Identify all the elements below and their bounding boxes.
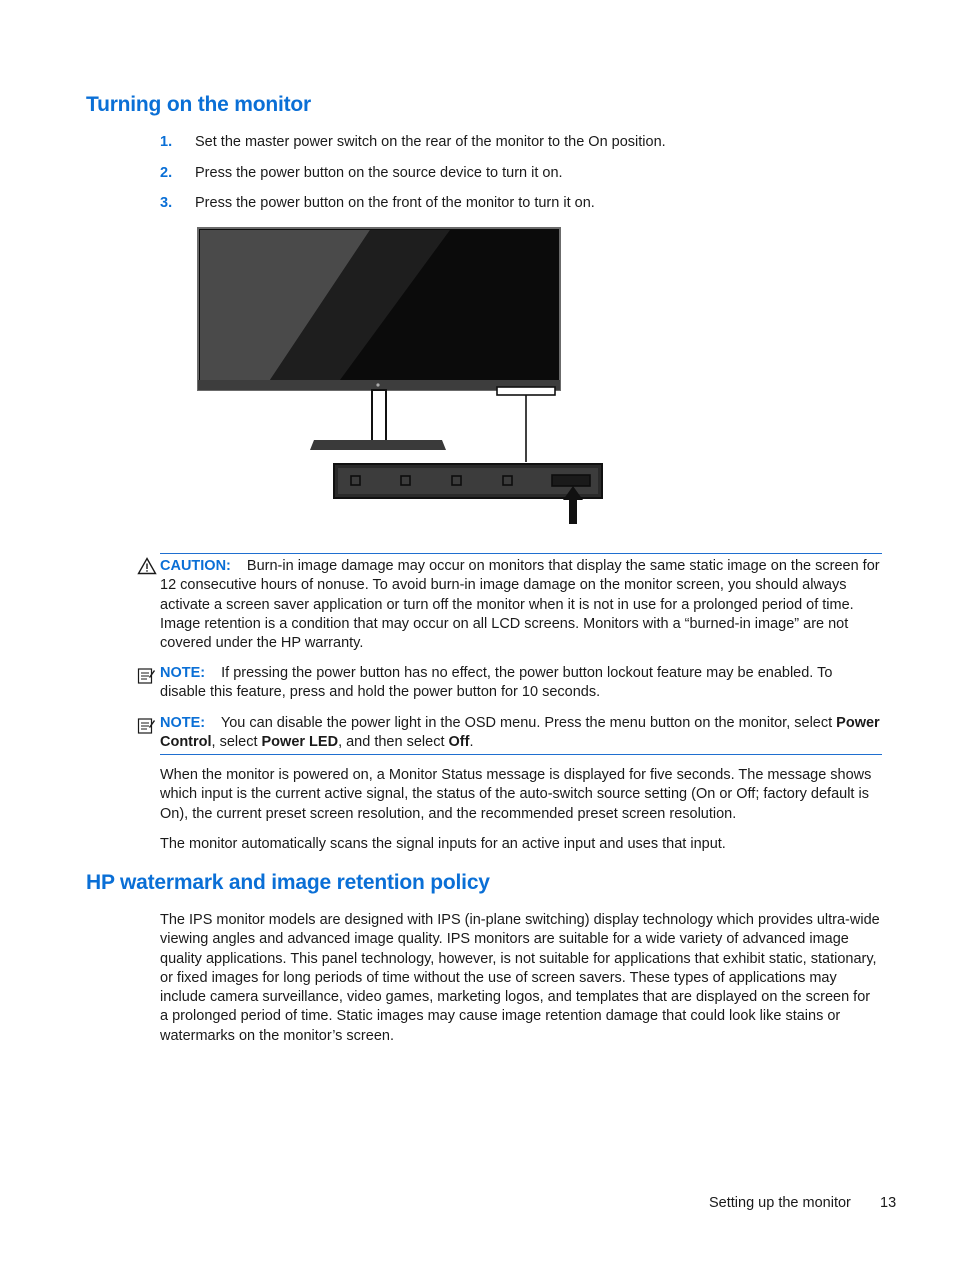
note-label: NOTE:: [160, 665, 206, 681]
notes-bottom-rule: [160, 754, 882, 755]
caution-text: Burn-in image damage may occur on monitors that display the same static image on the screen for 12 consecutive hours of nonuse. To avoid burn-in image damage on the monitor screen, you should always activate a screen saver application or turn off the monitor when it is not in use for a prolonged period of time. Image retention is a condition that may occur on all LCD screens. Monitors with a “burned-in image” are not covered under the HP warranty.: [160, 558, 880, 652]
step-text: Press the power button on the front of the monitor to turn it on.: [195, 195, 595, 211]
notes-top-rule: [160, 553, 882, 554]
note-text-a: You can disable the power light in the OSD menu. Press the menu button on the monitor, select: [220, 715, 837, 731]
step-number: 3.: [160, 195, 173, 211]
menu-item-power-control: Power Control: [160, 715, 880, 751]
watermark-policy-body: The IPS monitor models are designed with IPS (in-plane switching) display technology which provides ultra-wide viewing angles and advanced image quality. IPS monitors are suitable for a wide variety of advanced image quality applications. This panel technology, however, is not suitable for applications that exhibit static, stationary, or fixed images for long periods of time without the use of screen savers. These types of applications may include camera surveillance, video games, marketing logos, and templates that are displayed on the screen for a prolonged period of time. Static images may cause image retention damage that could look like stains or watermarks on the monitor’s screen.: [160, 912, 880, 1044]
note-pad-icon: [137, 717, 155, 735]
step-text: Press the power button on the source device to turn it on.: [195, 165, 563, 181]
footer-page-number: 13: [880, 1195, 897, 1211]
step-text: Set the master power switch on the rear of the monitor to the On position.: [195, 134, 666, 150]
step-number: 1.: [160, 134, 173, 150]
note-text-d: .: [469, 734, 474, 751]
note-power-light: [160, 714, 882, 753]
step-number: 2.: [160, 165, 173, 181]
caution-note: [160, 557, 882, 653]
caution-triangle-icon: [137, 557, 157, 575]
note-power-button: [160, 664, 882, 703]
note-text: If pressing the power button has no effect, the power button lockout feature may be enabled. To disable this feature, press and hold the power button for 10 seconds.: [160, 665, 833, 701]
section-title-turning-on: Turning on the monitor: [86, 93, 312, 116]
footer-section-name: Setting up the monitor: [709, 1195, 851, 1211]
note-label: NOTE:: [160, 715, 206, 731]
menu-item-off: Off: [448, 734, 470, 751]
auto-scan-paragraph: The monitor automatically scans the signal inputs for an active input and uses that input.: [160, 836, 726, 852]
caution-label: CAUTION:: [160, 558, 231, 574]
note-pad-icon: [137, 667, 155, 685]
menu-item-power-led: Power LED: [261, 734, 339, 751]
monitor-status-paragraph: When the monitor is powered on, a Monitor Status message is displayed for five seconds. The message shows which input is the current active signal, the status of the auto-switch source setting (On or Off; factory default is On), the current preset screen resolution, and the recommended preset screen resolution.: [160, 767, 872, 822]
section-title-watermark-policy: HP watermark and image retention policy: [86, 871, 490, 894]
monitor-power-button-illustration: [190, 222, 610, 532]
note-text-c: , and then select: [338, 734, 449, 751]
note-text-b: , select: [211, 734, 262, 751]
